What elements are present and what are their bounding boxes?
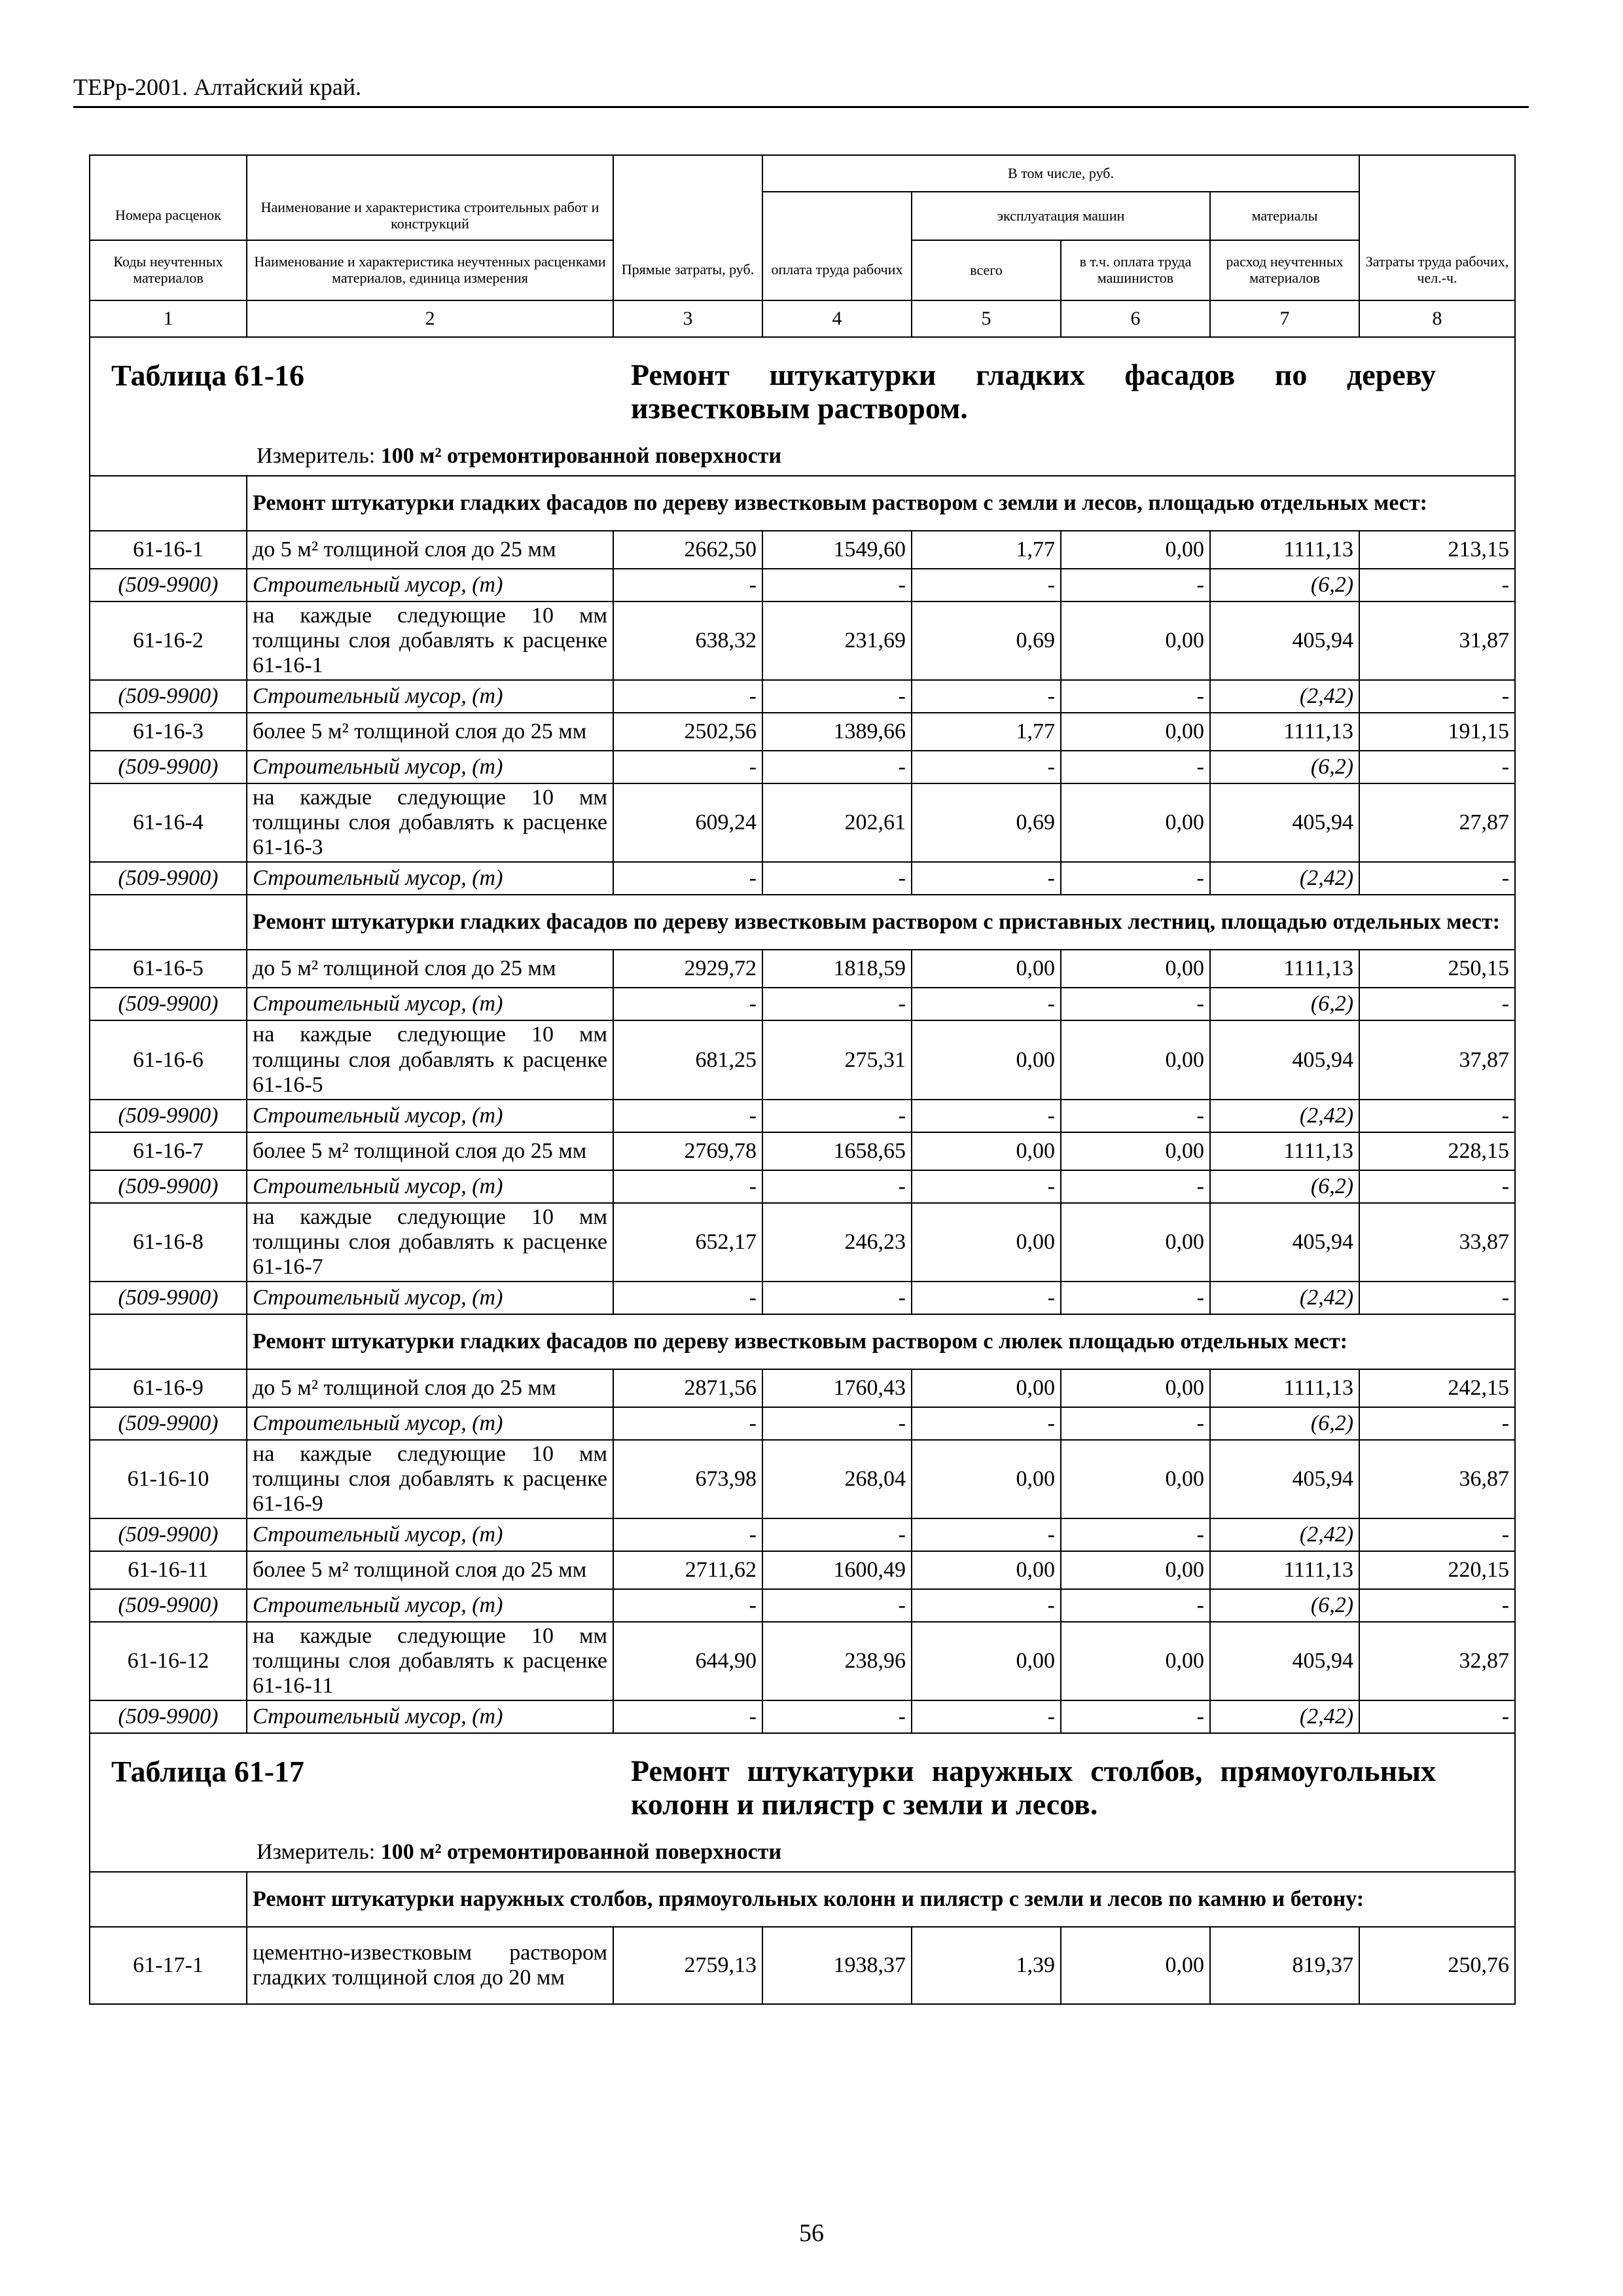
running-header: ТЕРр-2001. Алтайский край.	[73, 74, 362, 100]
column-number: 6	[1061, 300, 1210, 337]
machines-total: 0,69	[912, 783, 1061, 862]
operator-pay: 0,00	[1061, 1551, 1210, 1589]
worker-pay: 246,23	[762, 1203, 912, 1282]
pay-dash: -	[762, 569, 912, 601]
table-title: Ремонт штукатурки гладких фасадов по дереву известковым раствором.	[631, 358, 1436, 425]
group-row	[90, 1314, 1515, 1369]
rate-row	[90, 1440, 1515, 1518]
rate-code: 61-16-5	[90, 950, 247, 988]
rate-code: 61-16-1	[90, 531, 247, 569]
material-code: (509-9900)	[90, 1700, 247, 1733]
pay-dash: -	[762, 988, 912, 1020]
labor-dash: -	[1359, 862, 1515, 895]
machines-total: 1,77	[912, 713, 1061, 751]
materials-cost: 1111,13	[1210, 1551, 1359, 1589]
direct-dash: -	[613, 1100, 762, 1132]
oper-dash: -	[1061, 1100, 1210, 1132]
labor-dash: -	[1359, 1407, 1515, 1440]
material-row	[90, 1282, 1515, 1314]
mach-dash: -	[912, 569, 1061, 601]
direct-dash: -	[613, 1407, 762, 1440]
pay-dash: -	[762, 862, 912, 895]
labor-costs: 250,76	[1359, 1927, 1515, 2004]
rates-table	[89, 154, 1516, 2005]
mach-dash: -	[912, 1518, 1061, 1551]
material-code: (509-9900)	[90, 751, 247, 783]
material-name: Строительный мусор, (т)	[247, 862, 613, 895]
rate-description: на каждые следующие 10 мм толщины слоя добавлять к расценке 61-16-5	[247, 1020, 613, 1099]
machines-total: 1,39	[912, 1927, 1061, 2004]
col-machines: эксплуатация машин	[912, 192, 1210, 240]
direct-costs: 2769,78	[613, 1132, 762, 1170]
materials-cost: 1111,13	[1210, 950, 1359, 988]
labor-costs: 191,15	[1359, 713, 1515, 751]
mach-dash: -	[912, 862, 1061, 895]
material-code: (509-9900)	[90, 1518, 247, 1551]
column-number: 8	[1359, 300, 1515, 337]
material-use: (6,2)	[1210, 751, 1359, 783]
worker-pay: 1760,43	[762, 1369, 912, 1407]
rate-description: на каждые следующие 10 мм толщины слоя добавлять к расценке 61-16-1	[247, 601, 613, 680]
pay-dash: -	[762, 1282, 912, 1314]
materials-cost: 819,37	[1210, 1927, 1359, 2004]
operator-pay: 0,00	[1061, 1440, 1210, 1518]
group-title: Ремонт штукатурки гладких фасадов по дереву известковым раствором с люлек площадью отдельных мест:	[247, 1314, 1515, 1369]
table-number: Таблица 61-16	[111, 359, 305, 392]
material-name: Строительный мусор, (т)	[247, 988, 613, 1020]
unit-prefix: Измеритель:	[257, 1840, 381, 1865]
direct-dash: -	[613, 1700, 762, 1733]
labor-costs: 220,15	[1359, 1551, 1515, 1589]
direct-dash: -	[613, 1170, 762, 1203]
oper-dash: -	[1061, 1589, 1210, 1622]
table-title-row	[90, 337, 1515, 476]
rate-row	[90, 1622, 1515, 1700]
oper-dash: -	[1061, 1282, 1210, 1314]
material-use: (6,2)	[1210, 1170, 1359, 1203]
materials-cost: 405,94	[1210, 1203, 1359, 1282]
material-use: (2,42)	[1210, 680, 1359, 713]
material-row	[90, 1170, 1515, 1203]
column-number: 3	[613, 300, 762, 337]
material-row	[90, 862, 1515, 895]
material-row	[90, 1407, 1515, 1440]
table-number: Таблица 61-17	[111, 1755, 305, 1789]
rate-row	[90, 601, 1515, 680]
material-code: (509-9900)	[90, 988, 247, 1020]
labor-dash: -	[1359, 1589, 1515, 1622]
operator-pay: 0,00	[1061, 1622, 1210, 1700]
material-code: (509-9900)	[90, 1407, 247, 1440]
material-code: (509-9900)	[90, 1589, 247, 1622]
operator-pay: 0,00	[1061, 531, 1210, 569]
mach-dash: -	[912, 1407, 1061, 1440]
col-incl-operator-pay: в т.ч. оплата труда машинистов	[1061, 240, 1210, 300]
materials-cost: 1111,13	[1210, 713, 1359, 751]
col-mat-name: Наименование и характеристика неучтенных расценками материалов, единица измерения	[247, 240, 613, 300]
direct-costs: 2662,50	[613, 531, 762, 569]
materials-cost: 1111,13	[1210, 531, 1359, 569]
material-row	[90, 569, 1515, 601]
rate-code: 61-16-8	[90, 1203, 247, 1282]
column-number: 5	[912, 300, 1061, 337]
group-title: Ремонт штукатурки наружных столбов, прямоугольных колонн и пилястр с земли и лесов по камню и бетону:	[247, 1872, 1515, 1927]
group-title: Ремонт штукатурки гладких фасадов по дереву известковым раствором с приставных лестниц, площадью отдельных мест:	[247, 895, 1515, 950]
material-name: Строительный мусор, (т)	[247, 1589, 613, 1622]
table-title-block	[96, 1735, 1509, 1870]
labor-costs: 27,87	[1359, 783, 1515, 862]
rate-row	[90, 1369, 1515, 1407]
operator-pay: 0,00	[1061, 1132, 1210, 1170]
direct-costs: 652,17	[613, 1203, 762, 1282]
group-blank-cell	[90, 1314, 247, 1369]
machines-total: 0,69	[912, 601, 1061, 680]
worker-pay: 268,04	[762, 1440, 912, 1518]
material-name: Строительный мусор, (т)	[247, 680, 613, 713]
oper-dash: -	[1061, 1170, 1210, 1203]
rate-code: 61-16-3	[90, 713, 247, 751]
pay-dash: -	[762, 751, 912, 783]
materials-cost: 405,94	[1210, 783, 1359, 862]
rate-code: 61-16-11	[90, 1551, 247, 1589]
worker-pay: 1658,65	[762, 1132, 912, 1170]
direct-dash: -	[613, 680, 762, 713]
mach-dash: -	[912, 1170, 1061, 1203]
rate-code: 61-16-4	[90, 783, 247, 862]
rate-code: 61-16-6	[90, 1020, 247, 1099]
labor-costs: 228,15	[1359, 1132, 1515, 1170]
group-title: Ремонт штукатурки гладких фасадов по дереву известковым раствором с земли и лесов, площадью отдельных мест:	[247, 476, 1515, 531]
table-title-cell	[90, 1733, 1515, 1872]
oper-dash: -	[1061, 1700, 1210, 1733]
materials-cost: 1111,13	[1210, 1369, 1359, 1407]
oper-dash: -	[1061, 751, 1210, 783]
rate-description: до 5 м² толщиной слоя до 25 мм	[247, 950, 613, 988]
material-row	[90, 751, 1515, 783]
mach-dash: -	[912, 1100, 1061, 1132]
rate-description: на каждые следующие 10 мм толщины слоя добавлять к расценке 61-16-3	[247, 783, 613, 862]
direct-dash: -	[613, 862, 762, 895]
material-code: (509-9900)	[90, 1282, 247, 1314]
rate-code: 61-16-12	[90, 1622, 247, 1700]
rate-description: более 5 м² толщиной слоя до 25 мм	[247, 1551, 613, 1589]
material-code: (509-9900)	[90, 862, 247, 895]
col-codes-unaccounted: Коды неучтенных материалов	[90, 240, 247, 300]
mach-dash: -	[912, 988, 1061, 1020]
operator-pay: 0,00	[1061, 713, 1210, 751]
labor-dash: -	[1359, 1282, 1515, 1314]
material-row	[90, 1518, 1515, 1551]
col-incl-rub: В том числе, руб.	[762, 155, 1359, 192]
unit-prefix: Измеритель:	[257, 443, 381, 468]
operator-pay: 0,00	[1061, 1369, 1210, 1407]
oper-dash: -	[1061, 1407, 1210, 1440]
mach-dash: -	[912, 751, 1061, 783]
labor-costs: 242,15	[1359, 1369, 1515, 1407]
rate-description: до 5 м² толщиной слоя до 25 мм	[247, 1369, 613, 1407]
labor-costs: 33,87	[1359, 1203, 1515, 1282]
pay-dash: -	[762, 1170, 912, 1203]
labor-costs: 31,87	[1359, 601, 1515, 680]
rate-description: цементно-известковым раствором гладких толщиной слоя до 20 мм	[247, 1927, 613, 2004]
direct-dash: -	[613, 1282, 762, 1314]
materials-cost: 1111,13	[1210, 1132, 1359, 1170]
rate-description: на каждые следующие 10 мм толщины слоя добавлять к расценке 61-16-11	[247, 1622, 613, 1700]
material-code: (509-9900)	[90, 1100, 247, 1132]
rate-description: на каждые следующие 10 мм толщины слоя добавлять к расценке 61-16-9	[247, 1440, 613, 1518]
pay-dash: -	[762, 1700, 912, 1733]
material-row	[90, 1100, 1515, 1132]
machines-total: 0,00	[912, 1132, 1061, 1170]
direct-costs: 2871,56	[613, 1369, 762, 1407]
direct-costs: 638,32	[613, 601, 762, 680]
labor-costs: 36,87	[1359, 1440, 1515, 1518]
worker-pay: 238,96	[762, 1622, 912, 1700]
table-unit	[257, 1840, 781, 1865]
col-work-name: Наименование и характеристика строительных работ и конструкций	[247, 192, 613, 240]
unit-value: 100 м² отремонтированной поверхности	[380, 1840, 782, 1865]
group-blank-cell	[90, 895, 247, 950]
worker-pay: 1389,66	[762, 713, 912, 751]
worker-pay: 1600,49	[762, 1551, 912, 1589]
pay-dash: -	[762, 1518, 912, 1551]
direct-dash: -	[613, 988, 762, 1020]
direct-costs: 2929,72	[613, 950, 762, 988]
header-rule	[73, 106, 1529, 108]
operator-pay: 0,00	[1061, 1020, 1210, 1099]
rate-row	[90, 713, 1515, 751]
mach-dash: -	[912, 1282, 1061, 1314]
labor-dash: -	[1359, 751, 1515, 783]
direct-costs: 644,90	[613, 1622, 762, 1700]
group-row	[90, 1872, 1515, 1927]
rate-code: 61-16-2	[90, 601, 247, 680]
group-blank-cell	[90, 1872, 247, 1927]
operator-pay: 0,00	[1061, 601, 1210, 680]
labor-dash: -	[1359, 1100, 1515, 1132]
labor-costs: 32,87	[1359, 1622, 1515, 1700]
material-use: (6,2)	[1210, 1589, 1359, 1622]
oper-dash: -	[1061, 1518, 1210, 1551]
rate-code: 61-17-1	[90, 1927, 247, 2004]
material-row	[90, 1700, 1515, 1733]
rate-row	[90, 1927, 1515, 2004]
col-labor-costs: Затраты труда рабочих, чел.-ч.	[1359, 240, 1515, 300]
machines-total: 0,00	[912, 950, 1061, 988]
unit-value: 100 м² отремонтированной поверхности	[380, 443, 782, 468]
machines-total: 0,00	[912, 1369, 1061, 1407]
material-use: (2,42)	[1210, 862, 1359, 895]
group-row	[90, 895, 1515, 950]
material-code: (509-9900)	[90, 1170, 247, 1203]
table-title-row	[90, 1733, 1515, 1872]
worker-pay: 1938,37	[762, 1927, 912, 2004]
material-code: (509-9900)	[90, 680, 247, 713]
oper-dash: -	[1061, 569, 1210, 601]
operator-pay: 0,00	[1061, 783, 1210, 862]
group-row	[90, 476, 1515, 531]
col-total: всего	[912, 240, 1061, 300]
machines-total: 0,00	[912, 1551, 1061, 1589]
column-number: 4	[762, 300, 912, 337]
oper-dash: -	[1061, 862, 1210, 895]
column-number: 1	[90, 300, 247, 337]
direct-dash: -	[613, 1518, 762, 1551]
machines-total: 0,00	[912, 1622, 1061, 1700]
direct-costs: 673,98	[613, 1440, 762, 1518]
machines-total: 0,00	[912, 1203, 1061, 1282]
direct-dash: -	[613, 751, 762, 783]
col-worker-pay: оплата труда рабочих	[762, 240, 912, 300]
rate-description: на каждые следующие 10 мм толщины слоя добавлять к расценке 61-16-7	[247, 1203, 613, 1282]
direct-costs: 2502,56	[613, 713, 762, 751]
col-rate-numbers: Номера расценок	[90, 192, 247, 240]
worker-pay: 275,31	[762, 1020, 912, 1099]
rate-row	[90, 1020, 1515, 1099]
operator-pay: 0,00	[1061, 950, 1210, 988]
labor-costs: 213,15	[1359, 531, 1515, 569]
table-title: Ремонт штукатурки наружных столбов, прямоугольных колонн и пилястр с земли и лесов.	[631, 1754, 1436, 1821]
rate-row	[90, 1551, 1515, 1589]
material-name: Строительный мусор, (т)	[247, 1100, 613, 1132]
direct-costs: 681,25	[613, 1020, 762, 1099]
col-materials: материалы	[1210, 192, 1359, 240]
oper-dash: -	[1061, 680, 1210, 713]
machines-total: 1,77	[912, 531, 1061, 569]
machines-total: 0,00	[912, 1020, 1061, 1099]
rate-description: до 5 м² толщиной слоя до 25 мм	[247, 531, 613, 569]
rate-description: более 5 м² толщиной слоя до 25 мм	[247, 713, 613, 751]
pay-dash: -	[762, 1100, 912, 1132]
rate-code: 61-16-9	[90, 1369, 247, 1407]
mach-dash: -	[912, 1589, 1061, 1622]
column-number: 2	[247, 300, 613, 337]
operator-pay: 0,00	[1061, 1927, 1210, 2004]
material-name: Строительный мусор, (т)	[247, 1170, 613, 1203]
pay-dash: -	[762, 1407, 912, 1440]
direct-dash: -	[613, 569, 762, 601]
col-unaccounted-mat-use: расход неучтенных материалов	[1210, 240, 1359, 300]
col-direct-costs: Прямые затраты, руб.	[613, 240, 762, 300]
direct-costs: 2759,13	[613, 1927, 762, 2004]
labor-dash: -	[1359, 1700, 1515, 1733]
worker-pay: 202,61	[762, 783, 912, 862]
direct-costs: 609,24	[613, 783, 762, 862]
rate-row	[90, 1203, 1515, 1282]
worker-pay: 231,69	[762, 601, 912, 680]
material-row	[90, 680, 1515, 713]
direct-dash: -	[613, 1589, 762, 1622]
column-numbers-row	[90, 300, 1515, 337]
page-number: 56	[799, 2219, 824, 2247]
materials-cost: 405,94	[1210, 601, 1359, 680]
worker-pay: 1818,59	[762, 950, 912, 988]
labor-dash: -	[1359, 1170, 1515, 1203]
material-use: (6,2)	[1210, 1407, 1359, 1440]
table-title-cell	[90, 337, 1515, 476]
material-name: Строительный мусор, (т)	[247, 1282, 613, 1314]
rate-code: 61-16-10	[90, 1440, 247, 1518]
oper-dash: -	[1061, 988, 1210, 1020]
material-use: (6,2)	[1210, 988, 1359, 1020]
labor-dash: -	[1359, 569, 1515, 601]
material-name: Строительный мусор, (т)	[247, 1407, 613, 1440]
operator-pay: 0,00	[1061, 1203, 1210, 1282]
worker-pay: 1549,60	[762, 531, 912, 569]
material-code: (509-9900)	[90, 569, 247, 601]
direct-costs: 2711,62	[613, 1551, 762, 1589]
pay-dash: -	[762, 1589, 912, 1622]
table-unit	[257, 444, 781, 469]
material-use: (2,42)	[1210, 1518, 1359, 1551]
rate-row	[90, 1132, 1515, 1170]
labor-dash: -	[1359, 1518, 1515, 1551]
materials-cost: 405,94	[1210, 1020, 1359, 1099]
group-blank-cell	[90, 476, 247, 531]
rate-code: 61-16-7	[90, 1132, 247, 1170]
materials-cost: 405,94	[1210, 1622, 1359, 1700]
pay-dash: -	[762, 680, 912, 713]
material-name: Строительный мусор, (т)	[247, 1518, 613, 1551]
column-number: 7	[1210, 300, 1359, 337]
rate-row	[90, 783, 1515, 862]
material-use: (2,42)	[1210, 1100, 1359, 1132]
labor-dash: -	[1359, 680, 1515, 713]
mach-dash: -	[912, 1700, 1061, 1733]
material-use: (2,42)	[1210, 1282, 1359, 1314]
material-use: (2,42)	[1210, 1700, 1359, 1733]
material-name: Строительный мусор, (т)	[247, 569, 613, 601]
material-row	[90, 988, 1515, 1020]
rate-row	[90, 531, 1515, 569]
mach-dash: -	[912, 680, 1061, 713]
rate-row	[90, 950, 1515, 988]
material-use: (6,2)	[1210, 569, 1359, 601]
rate-description: более 5 м² толщиной слоя до 25 мм	[247, 1132, 613, 1170]
materials-cost: 405,94	[1210, 1440, 1359, 1518]
machines-total: 0,00	[912, 1440, 1061, 1518]
labor-dash: -	[1359, 988, 1515, 1020]
labor-costs: 250,15	[1359, 950, 1515, 988]
labor-costs: 37,87	[1359, 1020, 1515, 1099]
material-row	[90, 1589, 1515, 1622]
table-title-block	[96, 339, 1509, 474]
material-name: Строительный мусор, (т)	[247, 751, 613, 783]
material-name: Строительный мусор, (т)	[247, 1700, 613, 1733]
